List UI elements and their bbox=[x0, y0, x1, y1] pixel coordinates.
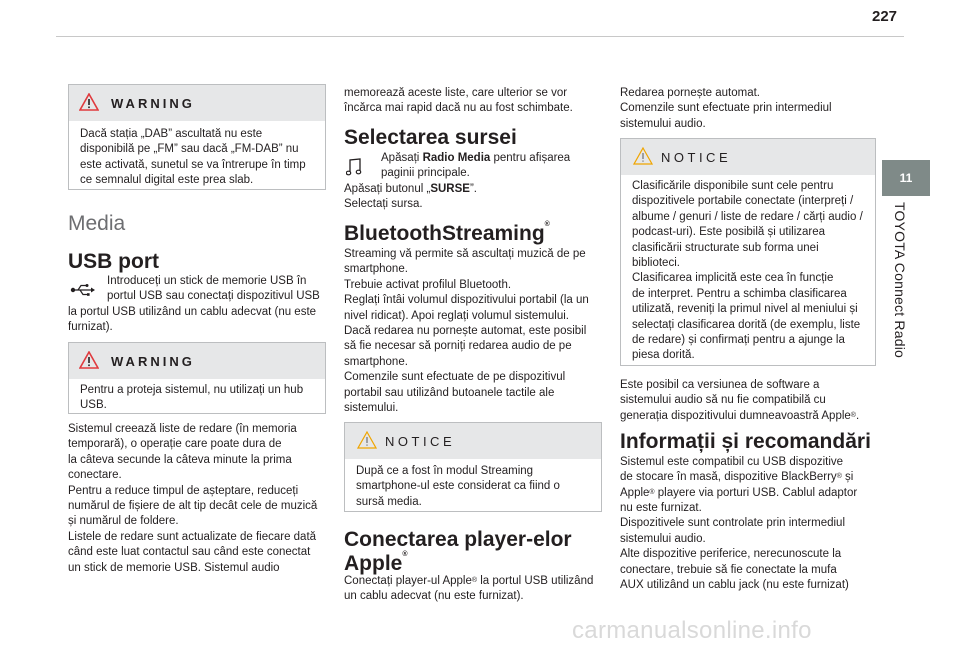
source-select-line: Selectați sursa. bbox=[344, 198, 423, 210]
warning-box-dab bbox=[68, 84, 326, 190]
bluetooth-text: Streaming vă permite să ascultați muzică de pe smartphone. Trebuie activat profilul Bluetooth. Reglați întâi volumul dispozitivului portabil (la un nivel ridicat). Apoi reglați volumul sistemului. Dacă redarea nu pornește automat, este posibil să fie necesar să porniți redarea audio de pe smartphone. Comenzile sunt efectuate de pe dispozitivul portabil sau utilizând butoanele tactile ale sistemului. bbox=[344, 248, 589, 415]
usb-intro-cont: la portul USB utilizând un cablu adecvat (nu este furnizat). bbox=[68, 306, 317, 334]
notice-text: Clasificările disponibile sunt cele pentru dispozitivele portabile conectate (interpreți / albume / genuri / liste de redare / cărți audio / podcast-uri). Este posibilă și utilizarea clasificării structurate sub forma unei biblioteci. Clasificarea implicită este cea în funcție de interpret. Pentru a schimba clasificarea utilizată, reveniți la primul nivel al meniului și selectați clasificarea dorită (de exemplu, liste de redare) și confirmați pentru a ajunge la piesa dorită. bbox=[632, 180, 863, 362]
usb-body-text: Sistemul creează liste de redare (în memoria temporară), o operație care poate dura de la câteva secunde la câteva minute la prima conectare. Pentru a reduce timpul de așteptare, reduceți numărul de fișiere de alt tip decât cele de muzică și numărul de foldere. Listele de redare sunt actualizate de fiecare dată când este luat contactul sau când este conectat un stick de memorie USB. Sistemul audio bbox=[68, 423, 318, 574]
page-number: 227 bbox=[872, 8, 898, 25]
heading-apple-players-1: Conectarea player-elor bbox=[344, 528, 572, 551]
usb-icon bbox=[70, 283, 96, 297]
info-line-1: Sistemul este compatibil cu USB dispozitive bbox=[620, 456, 844, 468]
usb-intro: Introduceți un stick de memorie USB în portul USB sau conectați dispozitivul USB bbox=[107, 275, 320, 303]
warning-box-hub bbox=[68, 342, 326, 414]
info-line-2: de stocare în masă, dispozitive BlackBerry® și bbox=[620, 471, 854, 483]
chapter-tab[interactable]: 11 bbox=[882, 160, 930, 196]
notice-title: NOTICE bbox=[385, 434, 456, 449]
notice-triangle-icon bbox=[357, 431, 377, 449]
heading-apple-players-2: Apple® bbox=[344, 551, 408, 575]
warning-header bbox=[69, 343, 325, 379]
notice-header bbox=[345, 423, 601, 459]
warning-triangle-icon bbox=[79, 351, 99, 369]
music-note-icon bbox=[346, 158, 362, 176]
warning-header bbox=[69, 85, 325, 121]
playback-text: Redarea pornește automat. Comenzile sunt efectuate prin intermediul sistemului audio. bbox=[620, 87, 832, 130]
heading-usb-port: USB port bbox=[68, 250, 159, 273]
warning-text: Dacă stația „DAB” ascultată nu este disponibilă pe „FM” sau dacă „FM-DAB” nu este activată, sunetul se va întrerupe în timp ce semnalul digital este prea slab. bbox=[80, 128, 306, 187]
heading-info-recommendations: Informații și recomandări bbox=[620, 430, 871, 453]
source-instruction: Apăsați Radio Media pentru afișarea paginii principale. bbox=[381, 152, 571, 180]
chapter-label: TOYOTA Connect Radio bbox=[892, 202, 908, 358]
software-compat-text: Este posibil ca versiunea de software a sistemului audio să nu fie compatibilă cu generația dispozitivului dumneavoastră Apple®. bbox=[620, 379, 860, 422]
cont-text: memorează aceste liste, care ulterior se vor încărca mai rapid dacă nu au fost schimbate. bbox=[344, 87, 573, 115]
info-line-3: Apple® playere via porturi USB. Cablul adaptor bbox=[620, 487, 858, 499]
notice-box-classification bbox=[620, 138, 876, 366]
notice-triangle-icon bbox=[633, 147, 653, 165]
warning-text: Pentru a proteja sistemul, nu utilizați un hub USB. bbox=[80, 384, 304, 412]
warning-title: WARNING bbox=[111, 96, 195, 111]
notice-header bbox=[621, 139, 875, 175]
notice-box-streaming bbox=[344, 422, 602, 512]
warning-triangle-icon bbox=[79, 93, 99, 111]
apple-text: Conectați player-ul Apple® la portul USB utilizând un cablu adecvat (nu este furnizat). bbox=[344, 575, 594, 603]
warning-title: WARNING bbox=[111, 354, 195, 369]
info-rest: nu este furnizat. Dispozitivele sunt controlate prin intermediul sistemului audio. Alte dispozitive periferice, nerecunoscute la conectare, trebuie să fie conectate la mufa AUX utilizând un cablu jack (nu este furnizat) bbox=[620, 502, 849, 592]
notice-text: După ce a fost în modul Streaming smartphone-ul este considerat ca fiind o sursă media. bbox=[356, 465, 560, 508]
heading-source-select: Selectarea sursei bbox=[344, 126, 517, 149]
section-heading-media: Media bbox=[68, 212, 126, 235]
heading-bluetooth-streaming: BluetoothStreaming® bbox=[344, 221, 550, 245]
notice-title: NOTICE bbox=[661, 150, 732, 165]
source-surse-line: Apăsați butonul „SURSE”. bbox=[344, 183, 477, 195]
watermark: carmanualsonline.info bbox=[572, 617, 812, 644]
header-rule bbox=[56, 36, 904, 37]
